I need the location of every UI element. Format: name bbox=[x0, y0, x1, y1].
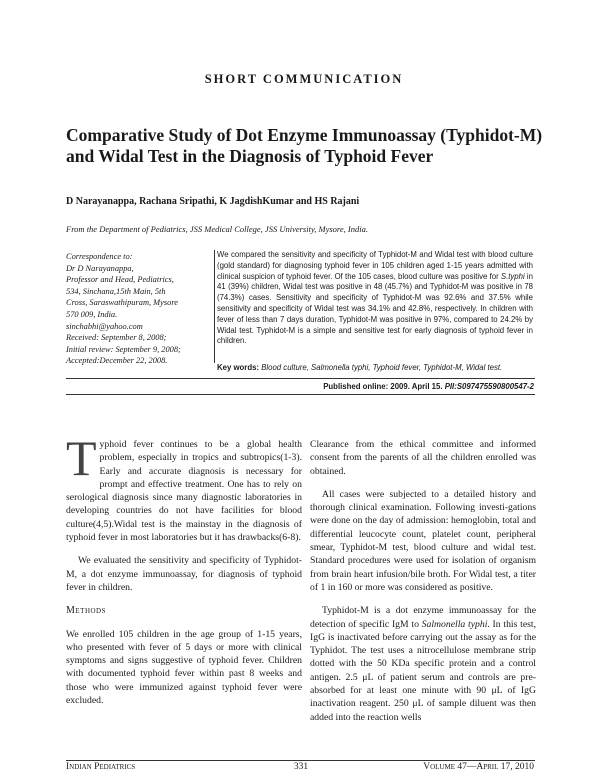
ethics-paragraph: Clearance from the ethical committee and informed consent from the parents of all the children enrolled was obtained. bbox=[310, 439, 536, 477]
abstract-divider bbox=[214, 250, 215, 363]
accepted-date: Accepted:December 22, 2008. bbox=[66, 356, 168, 366]
correspondence-line: 534, Sinchana,15th Main, 5th bbox=[66, 286, 166, 296]
methods-paragraph: We enrolled 105 children in the age group of 1-15 years, who presented with fever of 5 days or more with clinical symptoms and signs suggestive of typhoid fever. Children with documented typhoid fever within past 8 weeks and those who were immunized against typhoid fever were excluded. bbox=[66, 628, 302, 707]
received-date: Received: September 8, 2008; bbox=[66, 333, 167, 343]
correspondence-line: Dr D Narayanappa, bbox=[66, 263, 134, 273]
article-title: Comparative Study of Dot Enzyme Immunoassay (Typhidot-M) and Widal Test in the Diagnosis of Typhoid Fever bbox=[66, 125, 543, 166]
typhidot-text-1: Typhidot-M is a dot enzyme immunoassay for the detection of specific IgM to bbox=[310, 605, 536, 630]
footer-journal: Indian Pediatrics bbox=[66, 762, 136, 772]
correspondence-line: 570 009, India. bbox=[66, 309, 118, 319]
published-date: Published online: 2009. April 15. bbox=[323, 382, 443, 391]
intro-text: yphoid fever continues to be a global health problem, especially in tropics and subtropics(1-3). Early and accurate diagnosis is necessary for prompt and effective treatment. One has to rely on serological diagnosis since many diagnostic laboratories in developing countries do not have facilities for blood culture(4,5).Widal test is the mainstay in the diagnosis of typhoid fever in most laboratories but it has drawbacks(6-8). bbox=[66, 439, 302, 544]
affiliation: From the Department of Pediatrics, JSS Medical College, JSS University, Mysore, India. bbox=[66, 224, 368, 234]
footer-rule bbox=[66, 760, 535, 761]
typhidot-paragraph bbox=[310, 604, 536, 724]
correspondence-block bbox=[66, 251, 210, 367]
methods-heading: Methods bbox=[66, 605, 107, 617]
author-list: D Narayanappa, Rachana Sripathi, K JagdishKumar and HS Rajani bbox=[66, 196, 360, 207]
page-number: 331 bbox=[293, 762, 309, 772]
divider-top bbox=[66, 378, 535, 379]
typhidot-text-2: . In this test, IgG is inactivated before carrying out the assay as for the Typhidot. The test uses a nitrocellulose membrane strip dotted with the 50 KDa specific protein and a control antigen. 2.5 μL of patient serum and controls are pre-absorbed for at least one minute with 90 μL of IgG inactivation reagent. 250 μL of sample diluent was then added into the reaction wells bbox=[310, 618, 536, 723]
correspondence-line: Correspondence to: bbox=[66, 252, 133, 261]
correspondence-email: sinchabhi@yahoo.com bbox=[66, 321, 143, 331]
drop-cap: T bbox=[66, 430, 97, 486]
body-column-right bbox=[310, 438, 536, 724]
keywords-values: Blood culture, Salmonella typhi, Typhoid fever, Typhidot-M, Widal test. bbox=[261, 363, 503, 372]
abstract-organism: S.typhi bbox=[500, 271, 525, 281]
intro-paragraph bbox=[66, 430, 302, 544]
keywords-label: Key words: bbox=[217, 363, 260, 372]
abstract-text-1: We compared the sensitivity and specificity of Typhidot-M and Widal test with blood culture (gold standard) for diagnosing typhoid fever in 105 children aged 1-15 years admitted with clinical suspicion of typhoid fever. Of the 105 cases, blood culture was positive for bbox=[217, 250, 533, 281]
section-label: SHORT COMMUNICATION bbox=[186, 72, 422, 87]
keywords bbox=[217, 363, 533, 374]
divider-bottom bbox=[66, 394, 535, 395]
body-column-left bbox=[66, 430, 302, 707]
abstract bbox=[217, 250, 533, 347]
published-line bbox=[66, 382, 534, 391]
abstract-text-2: in 41 (39%) children, Widal test was positive in 48 (45.7%) and Typhidot-M was positive in 78 (74.3%) cases. Sensitivity and specificity of Typhidot-M was 92.6% and 37.5% while sensitivity and specificity of Widal test was 34.1% and 42.8%, respectively. In children with fever of less than 7 days duration, Typhidot-M was positive in 97%, compared to 24.2% by Widal test. Typhidot-M is a simple and sensitive test for early diagnosis of typhoid fever in children. bbox=[217, 271, 533, 346]
review-date: Initial review: September 9, 2008; bbox=[66, 344, 181, 354]
aim-paragraph: We evaluated the sensitivity and specificity of Typhidot-M, a dot enzyme immunoassay, for diagnosis of typhoid fever in children. bbox=[66, 555, 302, 593]
typhidot-organism: Salmonella typhi bbox=[421, 618, 488, 630]
pii-code: PII:S097475590800547-2 bbox=[444, 382, 534, 391]
footer-volume: Volume 47—April 17, 2010 bbox=[423, 762, 534, 772]
investigations-paragraph: All cases were subjected to a detailed history and thorough clinical examination. Following investi-gations were done on the day of admission: hemoglobin, total and differential leucocyte count, platelet count, peripheral smear, Typhidot-M test, blood culture and widal test. Standard procedures were used for isolation of organism from brain heart infusion/bile broth. For Widal test, a titer of 1 in 160 or more was considered as positive. bbox=[310, 488, 536, 593]
correspondence-line: Professor and Head, Pediatrics, bbox=[66, 275, 174, 285]
correspondence-line: Cross, Saraswathipuram, Mysore bbox=[66, 298, 178, 308]
